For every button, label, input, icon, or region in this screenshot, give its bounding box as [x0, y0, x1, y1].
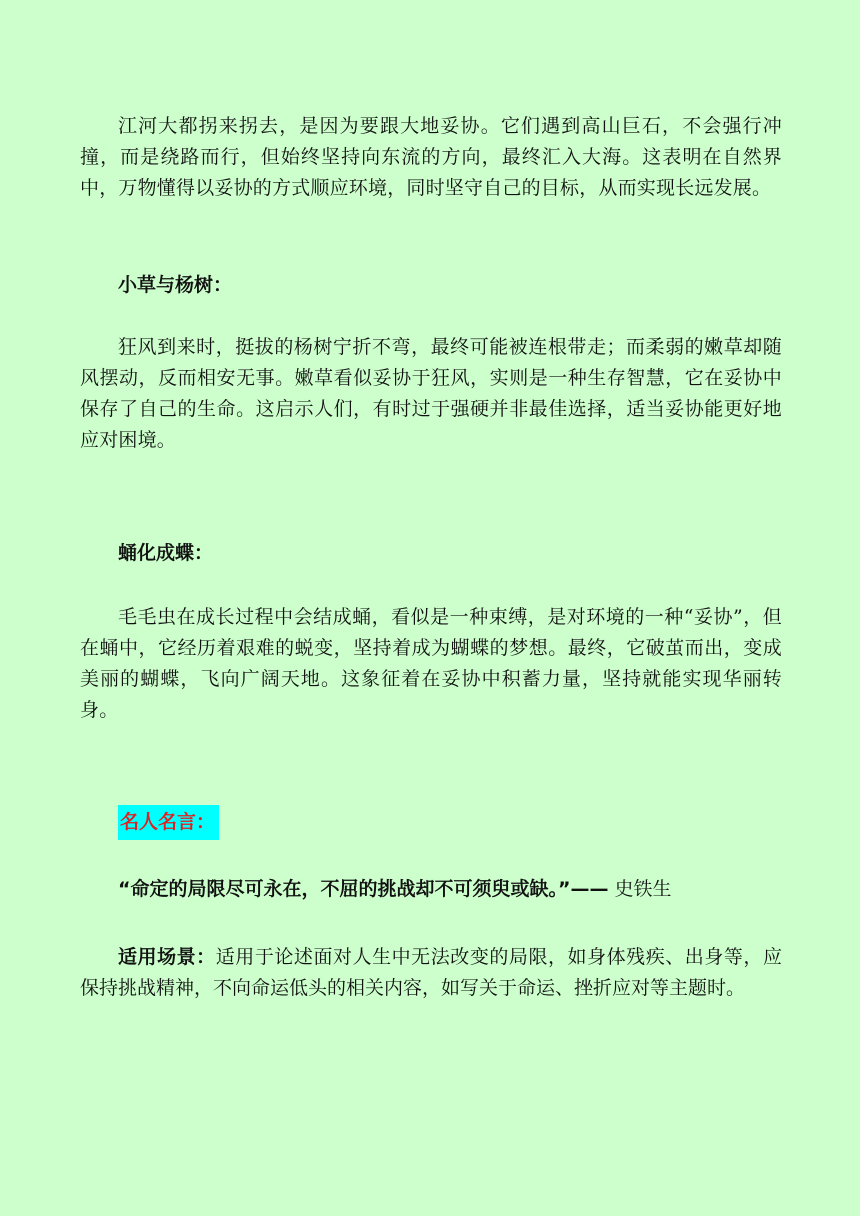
heading-butterfly: 蛹化成蝶： — [118, 542, 214, 564]
scene-text: 适用于论述面对人生中无法改变的局限，如身体残疾、出身等，应保持挑战精神，不向命运低头的相关内容，如写关于命运、挫折应对等主题时。 — [80, 946, 782, 999]
quote-text: “命定的局限尽可永在，不屈的挑战却不可须臾或缺。”—— — [118, 878, 609, 900]
paragraph-grass-and-poplar: 狂风到来时，挺拔的杨树宁折不弯，最终可能被连根带走；而柔弱的嫩草却随风摆动，反而相安无事。嫩草看似妥协于狂风，实则是一种生存智慧，它在妥协中保存了自己的生命。这启示人们，有时过于强硬并非最佳选择，适当妥协能更好地应对困境。 — [80, 336, 782, 451]
heading-famous-quotes: 名人名言： — [118, 805, 219, 840]
heading-grass-and-poplar: 小草与杨树： — [118, 274, 233, 296]
scene-label: 适用场景： — [118, 946, 216, 968]
applicable-scene — [80, 942, 782, 1004]
famous-quote — [118, 874, 672, 905]
paragraph-river: 江河大都拐来拐去，是因为要跟大地妥协。它们遇到高山巨石，不会强行冲撞，而是绕路而行，但始终坚持向东流的方向，最终汇入大海。这表明在自然界中，万物懂得以妥协的方式顺应环境，同时坚守自己的目标，从而实现长远发展。 — [80, 115, 782, 199]
paragraph-butterfly: 毛毛虫在成长过程中会结成蛹，看似是一种束缚，是对环境的一种“妥协”，但在蛹中，它经历着艰难的蜕变，坚持着成为蝴蝶的梦想。最终，它破茧而出，变成美丽的蝴蝶，飞向广阔天地。这象征着在妥协中积蓄力量，坚持就能实现华丽转身。 — [80, 606, 782, 721]
quote-author: 史铁生 — [614, 878, 672, 900]
